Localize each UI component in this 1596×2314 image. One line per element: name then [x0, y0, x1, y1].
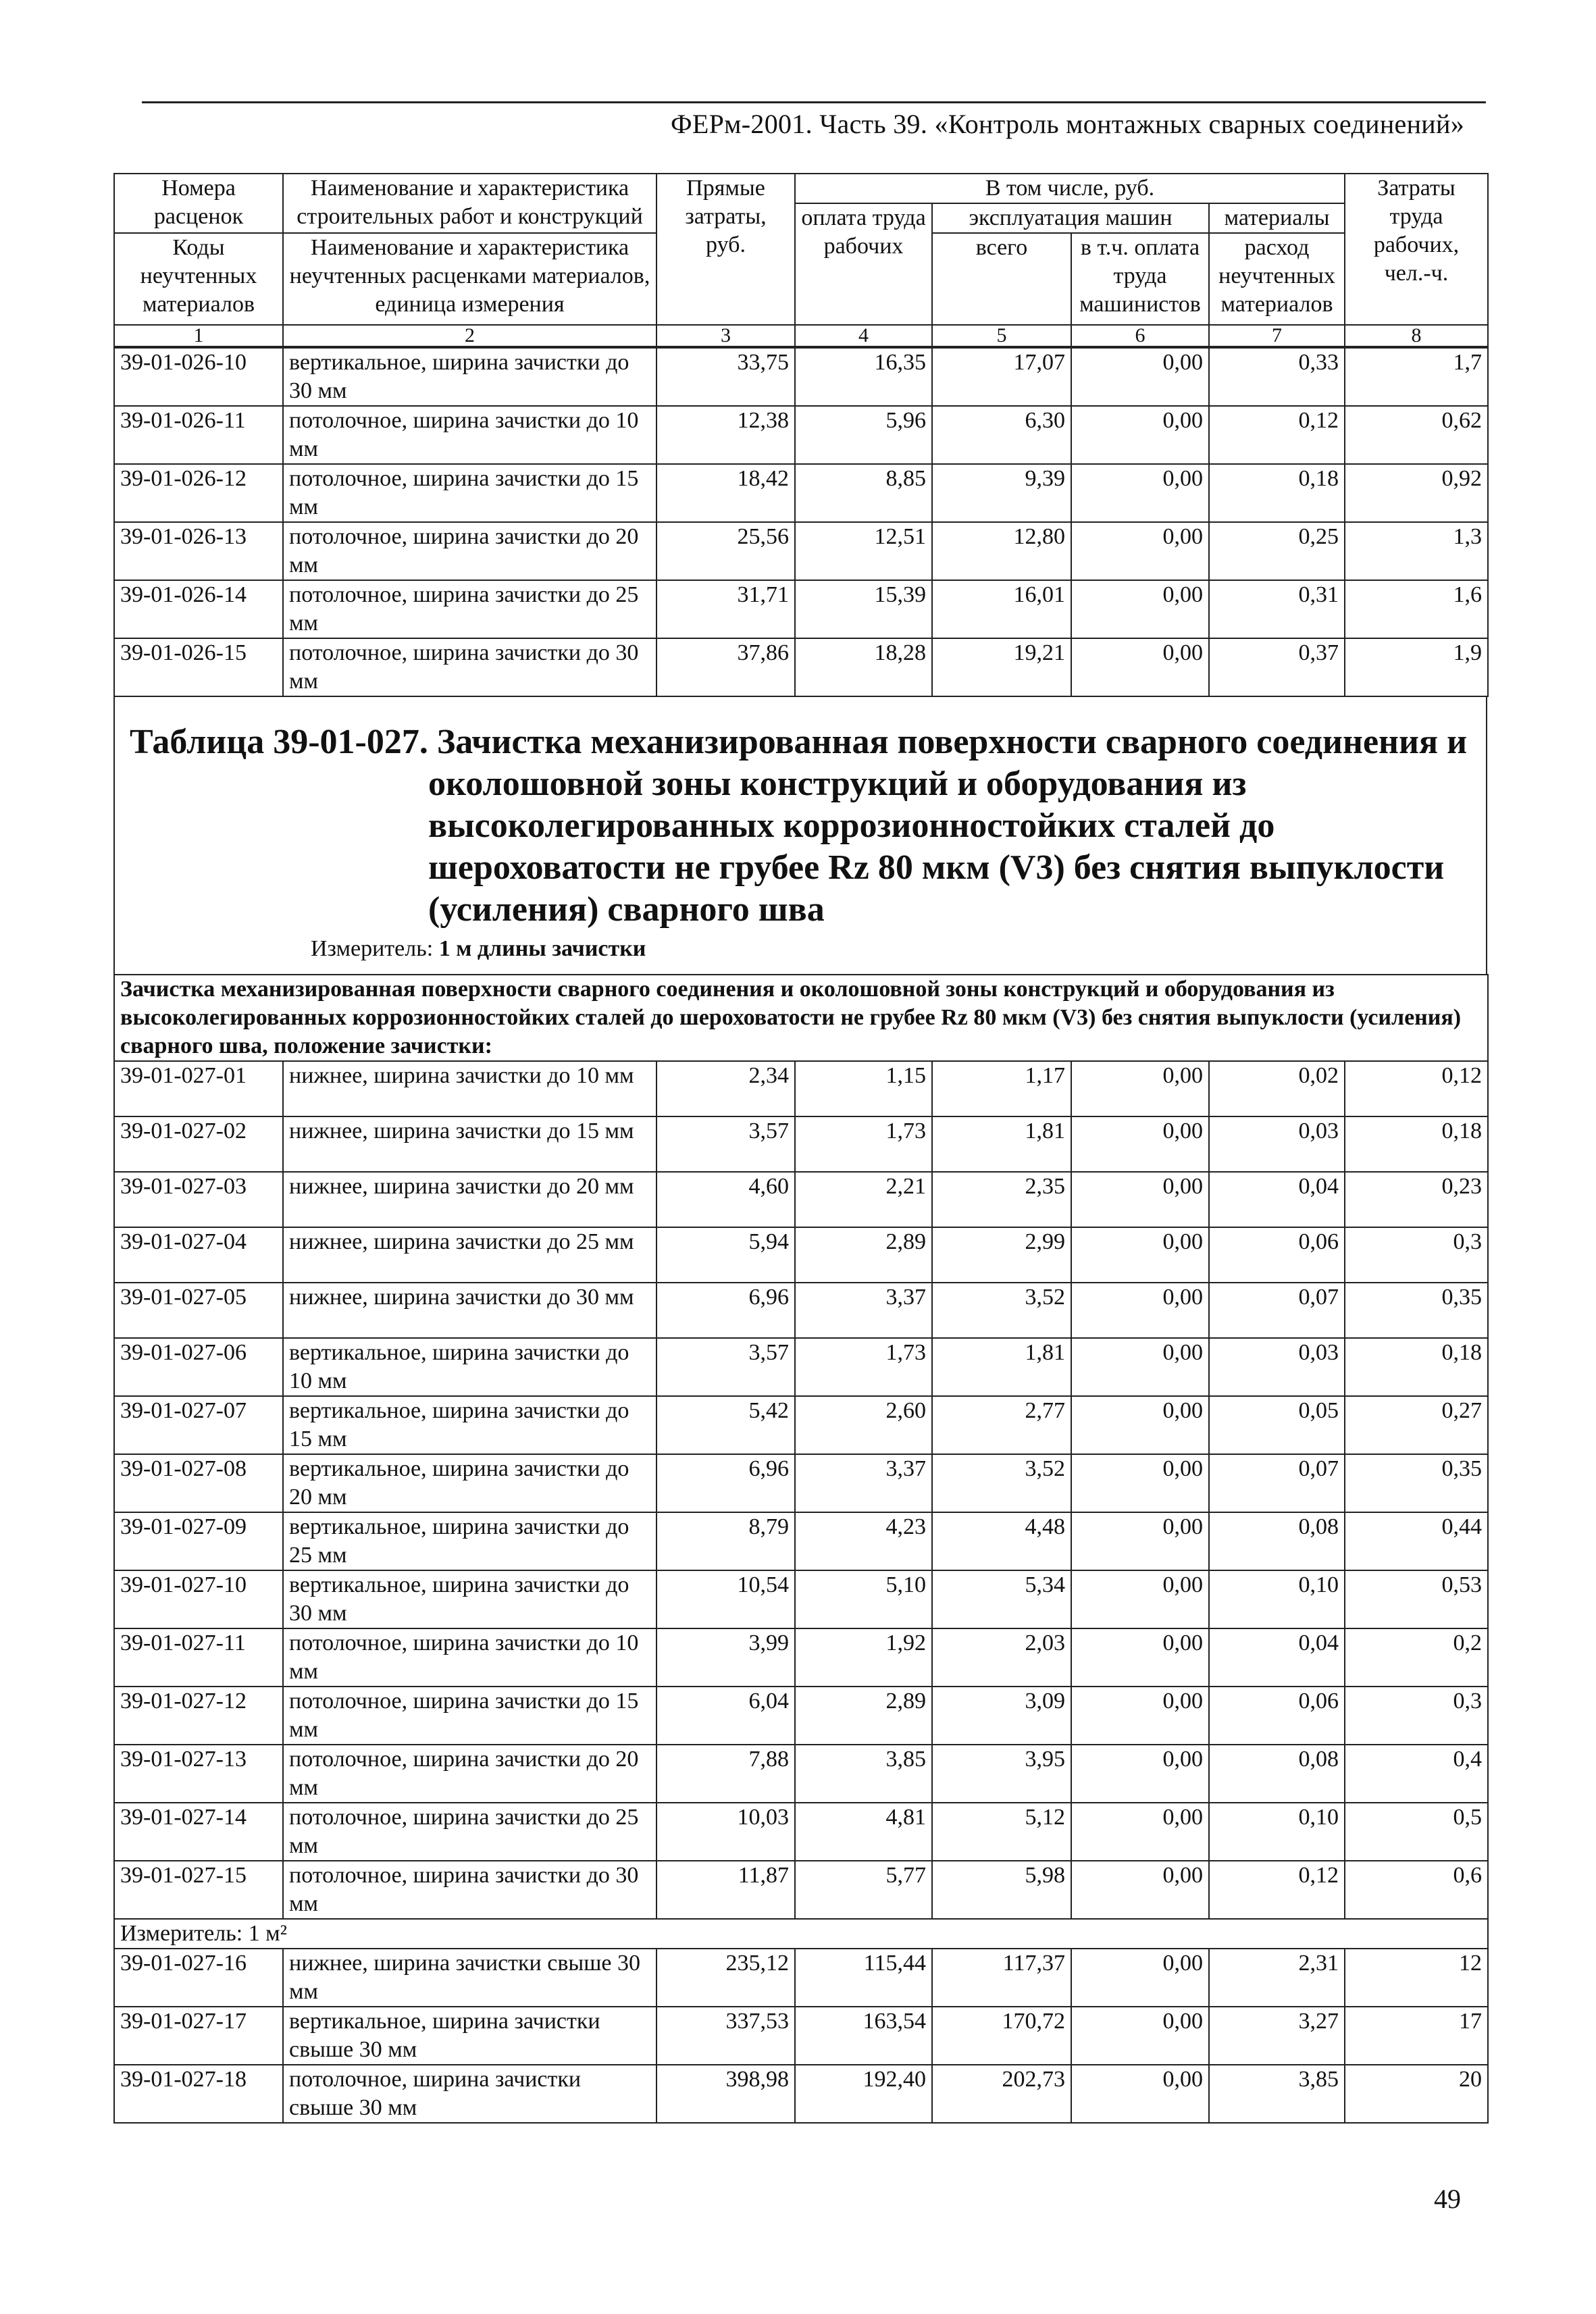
machines-total-cell: 9,39	[932, 464, 1071, 522]
machinist-wages-cell: 0,00	[1071, 1803, 1209, 1861]
rate-name: вертикальное, ширина зачистки до 30 мм	[283, 348, 657, 406]
machines-total-cell: 5,34	[932, 1570, 1071, 1628]
table-title	[130, 721, 1486, 931]
rate-code: 39-01-027-06	[114, 1338, 283, 1396]
rate-code: 39-01-026-11	[114, 406, 283, 464]
labor-cell: 0,3	[1345, 1687, 1488, 1745]
table-row	[114, 1454, 1488, 1512]
machinist-wages-cell: 0,00	[1071, 1745, 1209, 1803]
materials-cell: 0,08	[1209, 1745, 1345, 1803]
direct-cost-cell: 4,60	[657, 1172, 795, 1227]
machines-total-cell: 17,07	[932, 348, 1071, 406]
column-index: 7	[1209, 325, 1345, 346]
measurer-label: Измеритель:	[311, 936, 434, 961]
machines-total-cell: 5,98	[932, 1861, 1071, 1919]
rate-code: 39-01-026-14	[114, 580, 283, 638]
table-title-block	[113, 697, 1487, 974]
direct-cost-cell: 7,88	[657, 1745, 795, 1803]
rate-name: нижнее, ширина зачистки до 10 мм	[283, 1061, 657, 1116]
table-row	[114, 1570, 1488, 1628]
direct-cost-cell: 3,57	[657, 1116, 795, 1172]
table-header	[113, 173, 1489, 347]
machinist-wages-cell: 0,00	[1071, 1687, 1209, 1745]
rate-name: потолочное, ширина зачистки до 30 мм	[283, 638, 657, 696]
worker-wages-cell: 3,85	[795, 1745, 932, 1803]
rate-name: потолочное, ширина зачистки до 25 мм	[283, 1803, 657, 1861]
direct-cost-cell: 5,94	[657, 1227, 795, 1283]
rate-name: нижнее, ширина зачистки до 25 мм	[283, 1227, 657, 1283]
header-machines-total: всего	[932, 233, 1071, 325]
rate-name: потолочное, ширина зачистки свыше 30 мм	[283, 2065, 657, 2123]
machines-total-cell: 3,09	[932, 1687, 1071, 1745]
labor-cell: 0,2	[1345, 1628, 1488, 1687]
table-row	[114, 348, 1488, 406]
direct-cost-cell: 10,03	[657, 1803, 795, 1861]
worker-wages-cell: 2,89	[795, 1687, 932, 1745]
materials-cell: 0,37	[1209, 638, 1345, 696]
header-codes-bottom: Коды неучтенных материалов	[114, 233, 283, 325]
materials-cell: 0,07	[1209, 1454, 1345, 1512]
machines-total-cell: 117,37	[932, 1949, 1071, 2007]
materials-cell: 0,02	[1209, 1061, 1345, 1116]
direct-cost-cell: 10,54	[657, 1570, 795, 1628]
direct-cost-cell: 11,87	[657, 1861, 795, 1919]
rate-name: потолочное, ширина зачистки до 30 мм	[283, 1861, 657, 1919]
machinist-wages-cell: 0,00	[1071, 406, 1209, 464]
rates-table-027	[113, 974, 1489, 2124]
machinist-wages-cell: 0,00	[1071, 2065, 1209, 2123]
table-row	[114, 1061, 1488, 1116]
measurer	[311, 935, 1486, 963]
worker-wages-cell: 5,10	[795, 1570, 932, 1628]
rate-code: 39-01-027-04	[114, 1227, 283, 1283]
header-direct-costs: Прямые затраты, руб.	[657, 174, 795, 325]
header-codes-top: Номера расценок	[114, 174, 283, 233]
direct-cost-cell: 3,57	[657, 1338, 795, 1396]
labor-cell: 1,6	[1345, 580, 1488, 638]
direct-cost-cell: 8,79	[657, 1512, 795, 1570]
machinist-wages-cell: 0,00	[1071, 1628, 1209, 1687]
table-number: Таблица 39-01-027.	[130, 723, 428, 761]
worker-wages-cell: 1,73	[795, 1116, 932, 1172]
machinist-wages-cell: 0,00	[1071, 1061, 1209, 1116]
worker-wages-cell: 2,60	[795, 1396, 932, 1454]
rate-code: 39-01-027-11	[114, 1628, 283, 1687]
materials-cell: 0,12	[1209, 406, 1345, 464]
table-row	[114, 1512, 1488, 1570]
rate-code: 39-01-027-07	[114, 1396, 283, 1454]
labor-cell: 17	[1345, 2007, 1488, 2065]
worker-wages-cell: 2,21	[795, 1172, 932, 1227]
worker-wages-cell: 1,15	[795, 1061, 932, 1116]
table-row	[114, 1172, 1488, 1227]
machinist-wages-cell: 0,00	[1071, 580, 1209, 638]
rate-code: 39-01-027-14	[114, 1803, 283, 1861]
machinist-wages-cell: 0,00	[1071, 1454, 1209, 1512]
rate-name: потолочное, ширина зачистки до 10 мм	[283, 1628, 657, 1687]
rate-name: потолочное, ширина зачистки до 15 мм	[283, 464, 657, 522]
machines-total-cell: 5,12	[932, 1803, 1071, 1861]
rate-name: вертикальное, ширина зачистки до 25 мм	[283, 1512, 657, 1570]
labor-cell: 20	[1345, 2065, 1488, 2123]
rate-code: 39-01-027-05	[114, 1283, 283, 1338]
table-row	[114, 1628, 1488, 1687]
measurer-square-meter: Измеритель: 1 м²	[114, 1919, 1488, 1949]
table-row	[114, 464, 1488, 522]
table-row	[114, 1396, 1488, 1454]
rate-name: вертикальное, ширина зачистки до 20 мм	[283, 1454, 657, 1512]
direct-cost-cell: 2,34	[657, 1061, 795, 1116]
table-row	[114, 1861, 1488, 1919]
worker-wages-cell: 12,51	[795, 522, 932, 580]
direct-cost-cell: 337,53	[657, 2007, 795, 2065]
header-rule	[142, 101, 1486, 103]
machinist-wages-cell: 0,00	[1071, 1861, 1209, 1919]
machinist-wages-cell: 0,00	[1071, 1396, 1209, 1454]
labor-cell: 0,5	[1345, 1803, 1488, 1861]
worker-wages-cell: 5,77	[795, 1861, 932, 1919]
materials-cell: 0,10	[1209, 1570, 1345, 1628]
rate-name: нижнее, ширина зачистки до 20 мм	[283, 1172, 657, 1227]
worker-wages-cell: 192,40	[795, 2065, 932, 2123]
materials-cell: 0,05	[1209, 1396, 1345, 1454]
rate-code: 39-01-026-10	[114, 348, 283, 406]
worker-wages-cell: 4,81	[795, 1803, 932, 1861]
rate-code: 39-01-027-15	[114, 1861, 283, 1919]
direct-cost-cell: 398,98	[657, 2065, 795, 2123]
rate-code: 39-01-027-01	[114, 1061, 283, 1116]
worker-wages-cell: 1,92	[795, 1628, 932, 1687]
materials-cell: 0,18	[1209, 464, 1345, 522]
labor-cell: 1,3	[1345, 522, 1488, 580]
machines-total-cell: 1,81	[932, 1116, 1071, 1172]
labor-cell: 0,35	[1345, 1454, 1488, 1512]
rate-code: 39-01-027-17	[114, 2007, 283, 2065]
machines-total-cell: 6,30	[932, 406, 1071, 464]
labor-cell: 0,62	[1345, 406, 1488, 464]
materials-cell: 0,10	[1209, 1803, 1345, 1861]
materials-cell: 0,06	[1209, 1687, 1345, 1745]
direct-cost-cell: 37,86	[657, 638, 795, 696]
machines-total-cell: 12,80	[932, 522, 1071, 580]
table-title-continuation: околошовной зоны конструкций и оборудования из высоколегированных коррозионностойких сталей до шероховатости не грубее Rz 80 мкм (V3) без снятия выпуклости (усиления) сварного шва	[428, 765, 1445, 929]
machinist-wages-cell: 0,00	[1071, 638, 1209, 696]
labor-cell: 0,27	[1345, 1396, 1488, 1454]
rate-name: нижнее, ширина зачистки до 30 мм	[283, 1283, 657, 1338]
rate-name: вертикальное, ширина зачистки до 15 мм	[283, 1396, 657, 1454]
rate-name: вертикальное, ширина зачистки свыше 30 мм	[283, 2007, 657, 2065]
machines-total-cell: 2,03	[932, 1628, 1071, 1687]
table-row	[114, 1227, 1488, 1283]
materials-cell: 0,06	[1209, 1227, 1345, 1283]
materials-cell: 3,85	[1209, 2065, 1345, 2123]
header-material-use: расход неучтенных материалов	[1209, 233, 1345, 325]
machinist-wages-cell: 0,00	[1071, 348, 1209, 406]
direct-cost-cell: 25,56	[657, 522, 795, 580]
rate-code: 39-01-026-15	[114, 638, 283, 696]
column-index: 1	[114, 325, 283, 346]
labor-cell: 0,35	[1345, 1283, 1488, 1338]
worker-wages-cell: 1,73	[795, 1338, 932, 1396]
labor-cell: 0,4	[1345, 1745, 1488, 1803]
materials-cell: 0,31	[1209, 580, 1345, 638]
rate-name: нижнее, ширина зачистки свыше 30 мм	[283, 1949, 657, 2007]
labor-cell: 0,53	[1345, 1570, 1488, 1628]
machinist-wages-cell: 0,00	[1071, 1283, 1209, 1338]
rate-code: 39-01-026-13	[114, 522, 283, 580]
rate-name: потолочное, ширина зачистки до 15 мм	[283, 1687, 657, 1745]
materials-cell: 0,04	[1209, 1628, 1345, 1687]
materials-cell: 0,03	[1209, 1338, 1345, 1396]
direct-cost-cell: 6,96	[657, 1283, 795, 1338]
materials-cell: 0,07	[1209, 1283, 1345, 1338]
column-index: 8	[1345, 325, 1488, 346]
column-index: 2	[283, 325, 657, 346]
machines-total-cell: 2,35	[932, 1172, 1071, 1227]
document-header: ФЕРм-2001. Часть 39. «Контроль монтажных сварных соединений»	[671, 109, 1464, 139]
labor-cell: 0,44	[1345, 1512, 1488, 1570]
machines-total-cell: 4,48	[932, 1512, 1071, 1570]
header-including: В том числе, руб.	[795, 174, 1345, 203]
table-row	[114, 638, 1488, 696]
direct-cost-cell: 6,96	[657, 1454, 795, 1512]
labor-cell: 12	[1345, 1949, 1488, 2007]
section-description: Зачистка механизированная поверхности сварного соединения и околошовной зоны конструкций и оборудования из высоколегированных коррозионностойких сталей до шероховатости не грубее Rz 80 мкм (V3) без снятия выпуклости (усиления) сварного шва, положение зачистки:	[114, 975, 1488, 1061]
rate-code: 39-01-027-08	[114, 1454, 283, 1512]
machinist-wages-cell: 0,00	[1071, 1172, 1209, 1227]
rate-code: 39-01-027-16	[114, 1949, 283, 2007]
rate-code: 39-01-027-09	[114, 1512, 283, 1570]
machines-total-cell: 3,52	[932, 1283, 1071, 1338]
direct-cost-cell: 18,42	[657, 464, 795, 522]
machinist-wages-cell: 0,00	[1071, 1512, 1209, 1570]
machines-total-cell: 3,52	[932, 1454, 1071, 1512]
table-row	[114, 1687, 1488, 1745]
labor-cell: 0,18	[1345, 1338, 1488, 1396]
worker-wages-cell: 3,37	[795, 1454, 932, 1512]
machinist-wages-cell: 0,00	[1071, 1227, 1209, 1283]
rate-name: потолочное, ширина зачистки до 20 мм	[283, 1745, 657, 1803]
direct-cost-cell: 6,04	[657, 1687, 795, 1745]
rate-code: 39-01-027-03	[114, 1172, 283, 1227]
machinist-wages-cell: 0,00	[1071, 464, 1209, 522]
rate-name: потолочное, ширина зачистки до 20 мм	[283, 522, 657, 580]
machines-total-cell: 16,01	[932, 580, 1071, 638]
materials-cell: 0,33	[1209, 348, 1345, 406]
labor-cell: 0,18	[1345, 1116, 1488, 1172]
table-title-first-line: Зачистка механизированная поверхности сварного соединения и	[436, 723, 1468, 761]
machines-total-cell: 2,77	[932, 1396, 1071, 1454]
worker-wages-cell: 2,89	[795, 1227, 932, 1283]
table-row	[114, 1803, 1488, 1861]
rate-code: 39-01-027-18	[114, 2065, 283, 2123]
rate-code: 39-01-027-02	[114, 1116, 283, 1172]
header-machinist-wages: в т.ч. оплата труда машинистов	[1071, 233, 1209, 325]
column-index: 5	[932, 325, 1071, 346]
worker-wages-cell: 115,44	[795, 1949, 932, 2007]
worker-wages-cell: 15,39	[795, 580, 932, 638]
machinist-wages-cell: 0,00	[1071, 2007, 1209, 2065]
machines-total-cell: 1,17	[932, 1061, 1071, 1116]
rate-name: потолочное, ширина зачистки до 25 мм	[283, 580, 657, 638]
materials-cell: 0,04	[1209, 1172, 1345, 1227]
direct-cost-cell: 33,75	[657, 348, 795, 406]
price-table-frame	[113, 173, 1487, 2124]
header-worker-wages: оплата труда рабочих	[795, 203, 932, 325]
column-index: 4	[795, 325, 932, 346]
materials-cell: 0,25	[1209, 522, 1345, 580]
header-machines: эксплуатация машин	[932, 203, 1209, 233]
table-row	[114, 1116, 1488, 1172]
machinist-wages-cell: 0,00	[1071, 522, 1209, 580]
rate-code: 39-01-026-12	[114, 464, 283, 522]
table-row	[114, 1745, 1488, 1803]
table-row	[114, 1338, 1488, 1396]
column-index: 3	[657, 325, 795, 346]
table-row	[114, 1949, 1488, 2007]
rate-name: вертикальное, ширина зачистки до 10 мм	[283, 1338, 657, 1396]
labor-cell: 0,23	[1345, 1172, 1488, 1227]
rate-code: 39-01-027-12	[114, 1687, 283, 1745]
table-row	[114, 2007, 1488, 2065]
worker-wages-cell: 18,28	[795, 638, 932, 696]
table-row	[114, 2065, 1488, 2123]
header-labor-costs: Затраты труда рабочих, чел.-ч.	[1345, 174, 1488, 325]
worker-wages-cell: 3,37	[795, 1283, 932, 1338]
header-name-top: Наименование и характеристика строительных работ и конструкций	[283, 174, 657, 233]
rate-name: потолочное, ширина зачистки до 10 мм	[283, 406, 657, 464]
labor-cell: 0,12	[1345, 1061, 1488, 1116]
materials-cell: 0,08	[1209, 1512, 1345, 1570]
page-number: 49	[1434, 2184, 1461, 2214]
machinist-wages-cell: 0,00	[1071, 1116, 1209, 1172]
machines-total-cell: 2,99	[932, 1227, 1071, 1283]
machinist-wages-cell: 0,00	[1071, 1949, 1209, 2007]
materials-cell: 0,03	[1209, 1116, 1345, 1172]
table-row	[114, 1283, 1488, 1338]
rates-table-026	[113, 347, 1489, 697]
worker-wages-cell: 8,85	[795, 464, 932, 522]
materials-cell: 2,31	[1209, 1949, 1345, 2007]
machines-total-cell: 3,95	[932, 1745, 1071, 1803]
rate-code: 39-01-027-10	[114, 1570, 283, 1628]
table-row	[114, 406, 1488, 464]
rate-name: нижнее, ширина зачистки до 15 мм	[283, 1116, 657, 1172]
table-row	[114, 522, 1488, 580]
machines-total-cell: 170,72	[932, 2007, 1071, 2065]
direct-cost-cell: 5,42	[657, 1396, 795, 1454]
materials-cell: 3,27	[1209, 2007, 1345, 2065]
direct-cost-cell: 31,71	[657, 580, 795, 638]
machinist-wages-cell: 0,00	[1071, 1338, 1209, 1396]
labor-cell: 0,6	[1345, 1861, 1488, 1919]
machines-total-cell: 202,73	[932, 2065, 1071, 2123]
header-name-bottom: Наименование и характеристика неучтенных расценками материалов, единица измерения	[283, 233, 657, 325]
materials-cell: 0,12	[1209, 1861, 1345, 1919]
column-index: 6	[1071, 325, 1209, 346]
rate-name: вертикальное, ширина зачистки до 30 мм	[283, 1570, 657, 1628]
labor-cell: 1,7	[1345, 348, 1488, 406]
table-row	[114, 580, 1488, 638]
machines-total-cell: 19,21	[932, 638, 1071, 696]
labor-cell: 0,3	[1345, 1227, 1488, 1283]
direct-cost-cell: 3,99	[657, 1628, 795, 1687]
machinist-wages-cell: 0,00	[1071, 1570, 1209, 1628]
worker-wages-cell: 4,23	[795, 1512, 932, 1570]
header-materials: материалы	[1209, 203, 1345, 233]
worker-wages-cell: 5,96	[795, 406, 932, 464]
direct-cost-cell: 12,38	[657, 406, 795, 464]
worker-wages-cell: 16,35	[795, 348, 932, 406]
measurer-value: 1 м длины зачистки	[438, 936, 646, 961]
labor-cell: 1,9	[1345, 638, 1488, 696]
rate-code: 39-01-027-13	[114, 1745, 283, 1803]
direct-cost-cell: 235,12	[657, 1949, 795, 2007]
machines-total-cell: 1,81	[932, 1338, 1071, 1396]
worker-wages-cell: 163,54	[795, 2007, 932, 2065]
labor-cell: 0,92	[1345, 464, 1488, 522]
